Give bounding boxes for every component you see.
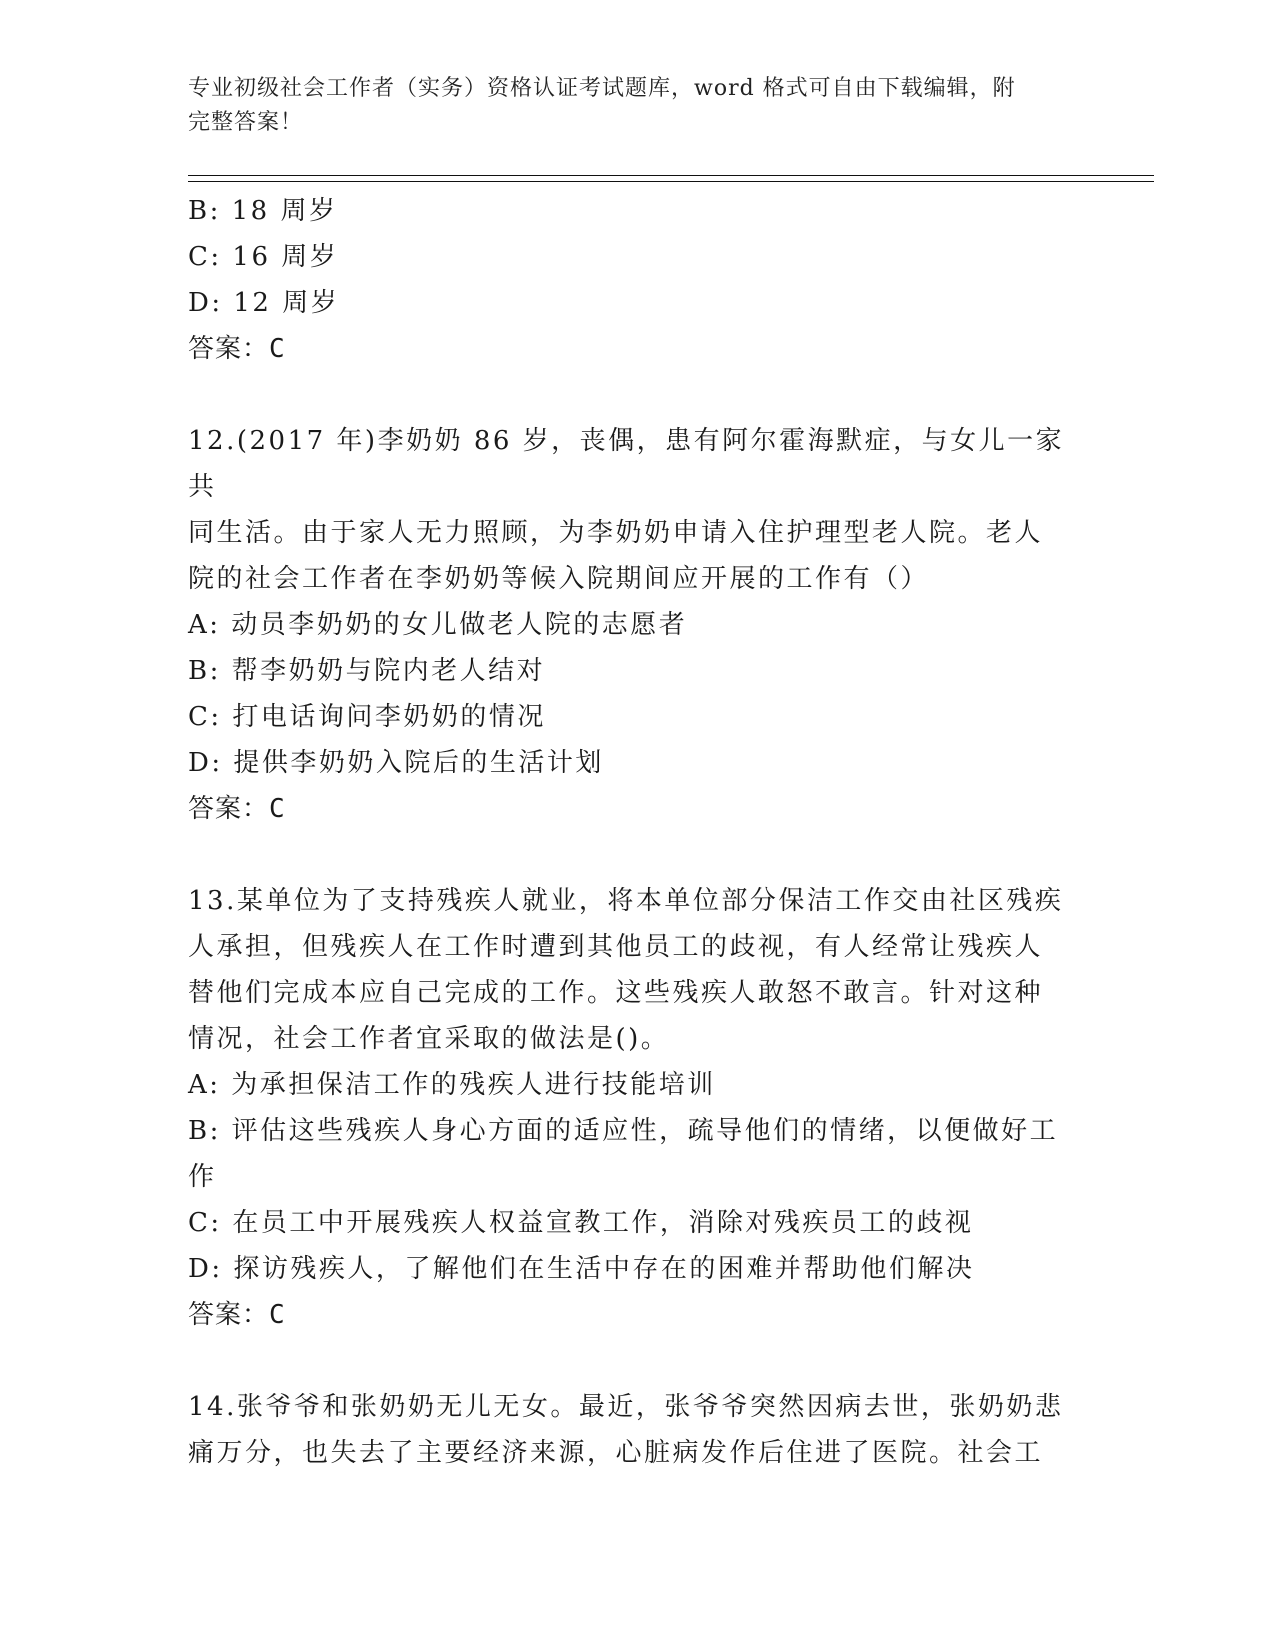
option-d: D: 12 周岁 xyxy=(188,288,340,318)
question-stem-line: 13.某单位为了支持残疾人就业，将本单位部分保洁工作交由社区残疾 xyxy=(188,886,1064,916)
question-12 xyxy=(188,418,1078,832)
answer-line: 答案：C xyxy=(188,334,286,364)
question-stem-line: 替他们完成本应自己完成的工作。这些残疾人敢怒不敢言。针对这种 xyxy=(188,978,1044,1008)
header-line-1: 专业初级社会工作者（实务）资格认证考试题库，word 格式可自由下载编辑，附 xyxy=(188,76,1016,101)
option-d: D: 提供李奶奶入院后的生活计划 xyxy=(188,748,604,778)
page-header xyxy=(188,72,1068,140)
header-line-2: 完整答案！ xyxy=(188,110,304,135)
question-stem-line: 同生活。由于家人无力照顾，为李奶奶申请入住护理型老人院。老人 xyxy=(188,518,1044,548)
question-stem-line: 痛万分，也失去了主要经济来源，心脏病发作后住进了医院。社会工 xyxy=(188,1438,1044,1468)
option-a: A: 动员李奶奶的女儿做老人院的志愿者 xyxy=(188,610,688,640)
answer-line: 答案：C xyxy=(188,1300,286,1330)
question-content xyxy=(188,188,1078,1476)
question-11-tail xyxy=(188,188,1078,372)
spacer xyxy=(188,1338,1078,1384)
header-divider-bottom xyxy=(188,181,1154,182)
option-d: D: 探访残疾人，了解他们在生活中存在的困难并帮助他们解决 xyxy=(188,1254,975,1284)
option-c: C: 16 周岁 xyxy=(188,242,339,272)
spacer xyxy=(188,372,1078,418)
spacer xyxy=(188,832,1078,878)
answer-line: 答案：C xyxy=(188,794,286,824)
question-stem-line: 12.(2017 年)李奶奶 86 岁，丧偶，患有阿尔霍海默症，与女儿一家共 xyxy=(188,426,1065,502)
header-divider-top xyxy=(188,175,1154,176)
option-c: C: 打电话询问李奶奶的情况 xyxy=(188,702,546,732)
option-c: C: 在员工中开展残疾人权益宣教工作，消除对残疾员工的歧视 xyxy=(188,1208,974,1238)
option-a: A: 为承担保洁工作的残疾人进行技能培训 xyxy=(188,1070,716,1100)
option-b: B: 评估这些残疾人身心方面的适应性，疏导他们的情绪，以便做好工 xyxy=(188,1116,1059,1146)
question-stem-line: 情况，社会工作者宜采取的做法是()。 xyxy=(188,1024,670,1054)
question-13 xyxy=(188,878,1078,1338)
question-stem-line: 院的社会工作者在李奶奶等候入院期间应开展的工作有（） xyxy=(188,564,930,594)
question-14 xyxy=(188,1384,1078,1476)
question-stem-line: 14.张爷爷和张奶奶无儿无女。最近，张爷爷突然因病去世，张奶奶悲 xyxy=(188,1392,1064,1422)
option-b: B: 18 周岁 xyxy=(188,196,338,226)
option-b-continued: 作 xyxy=(188,1162,217,1192)
question-stem-line: 人承担，但残疾人在工作时遭到其他员工的歧视，有人经常让残疾人 xyxy=(188,932,1044,962)
option-b: B: 帮李奶奶与院内老人结对 xyxy=(188,656,546,686)
